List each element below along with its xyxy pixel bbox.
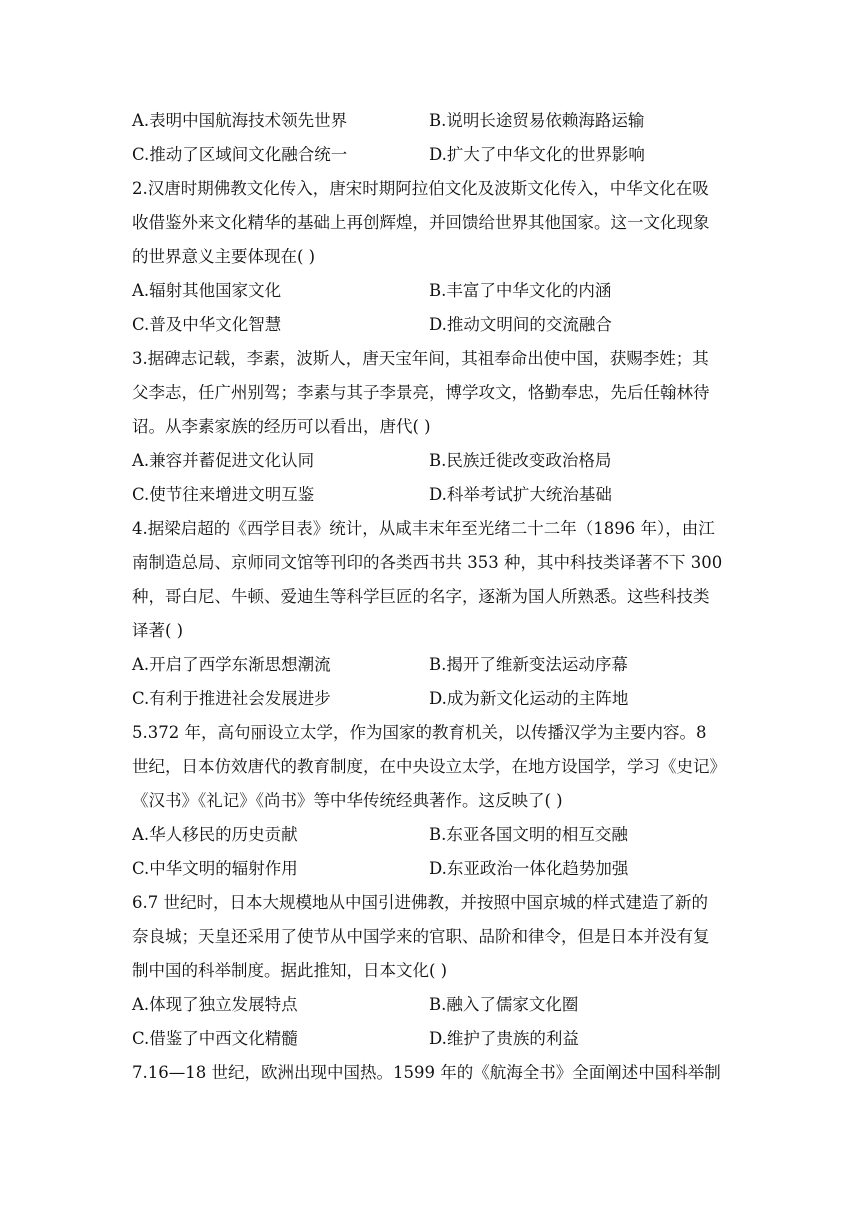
question-stem-line: 译著( ): [132, 621, 184, 640]
question-stem-line: 南制造总局、京师同文馆等刊印的各类西书共 353 种，其中科技类译著不下 300: [132, 553, 723, 572]
option-d: D.成为新文化运动的主阵地: [429, 689, 629, 708]
question-1: [132, 104, 732, 172]
option-c: C.中华文明的辐射作用: [132, 859, 298, 878]
option-c: C.有利于推进社会发展进步: [132, 689, 331, 708]
options-row: [132, 138, 732, 172]
option-b: B.揭开了维新变法运动序幕: [429, 655, 628, 674]
option-b: B.融入了儒家文化圈: [429, 995, 579, 1014]
question-stem-line: 世纪，日本仿效唐代的教育制度，在中央设立太学，在地方设国学，学习《史记》: [132, 757, 726, 776]
question-5: [132, 716, 732, 886]
options-row: [132, 682, 732, 716]
option-d: D.科举考试扩大统治基础: [429, 485, 612, 504]
question-2: [132, 172, 732, 342]
options-row: [132, 478, 732, 512]
question-stem-line: 奈良城；天皇还采用了使节从中国学来的官职、品阶和律令，但是日本并没有复: [132, 927, 710, 946]
options-row: [132, 988, 732, 1022]
question-stem-line: 的世界意义主要体现在( ): [132, 247, 316, 266]
document-page: [132, 104, 732, 1090]
option-a: A.开启了西学东渐思想潮流: [132, 655, 331, 674]
option-b: B.说明长途贸易依赖海路运输: [429, 111, 645, 130]
option-a: A.体现了独立发展特点: [132, 995, 298, 1014]
question-stem-line: 诏。从李素家族的经历可以看出，唐代( ): [132, 417, 431, 436]
question-stem-line: 《汉书》《礼记》《尚书》等中华传统经典著作。这反映了( ): [132, 791, 563, 810]
option-d: D.维护了贵族的利益: [429, 1029, 579, 1048]
question-stem-line: 6.7 世纪时，日本大规模地从中国引进佛教，并按照中国京城的样式建造了新的: [132, 893, 708, 912]
question-stem-line: 3.据碑志记载，李素，波斯人，唐天宝年间，其祖奉命出使中国，获赐李姓；其: [132, 349, 709, 368]
option-a: A.辐射其他国家文化: [132, 281, 282, 300]
options-row: [132, 308, 732, 342]
option-c: C.借鉴了中西文化精髓: [132, 1029, 298, 1048]
question-stem-line: 7.16—18 世纪，欧洲出现中国热。1599 年的《航海全书》全面阐述中国科举制: [132, 1063, 721, 1082]
options-row: [132, 104, 732, 138]
option-c: C.推动了区域间文化融合统一: [132, 145, 348, 164]
options-row: [132, 852, 732, 886]
question-4: [132, 512, 732, 716]
question-stem-line: 收借鉴外来文化精华的基础上再创辉煌，并回馈给世界其他国家。这一文化现象: [132, 213, 710, 232]
question-stem-line: 5.372 年，高句丽设立太学，作为国家的教育机关，以传播汉学为主要内容。8: [132, 723, 707, 742]
question-3: [132, 342, 732, 512]
question-7: [132, 1056, 732, 1090]
option-a: A.兼容并蓄促进文化认同: [132, 451, 315, 470]
question-stem-line: 2.汉唐时期佛教文化传入，唐宋时期阿拉伯文化及波斯文化传入，中华文化在吸: [132, 179, 709, 198]
question-6: [132, 886, 732, 1056]
options-row: [132, 274, 732, 308]
option-a: A.华人移民的历史贡献: [132, 825, 298, 844]
option-d: D.推动文明间的交流融合: [429, 315, 612, 334]
options-row: [132, 444, 732, 478]
options-row: [132, 818, 732, 852]
options-row: [132, 1022, 732, 1056]
option-c: C.普及中华文化智慧: [132, 315, 282, 334]
option-d: D.东亚政治一体化趋势加强: [429, 859, 629, 878]
option-c: C.使节往来增进文明互鉴: [132, 485, 315, 504]
question-stem-line: 制中国的科举制度。据此推知，日本文化( ): [132, 961, 448, 980]
option-b: B.东亚各国文明的相互交融: [429, 825, 628, 844]
option-b: B.民族迁徙改变政治格局: [429, 451, 612, 470]
options-row: [132, 648, 732, 682]
option-d: D.扩大了中华文化的世界影响: [429, 145, 645, 164]
option-b: B.丰富了中华文化的内涵: [429, 281, 612, 300]
question-stem-line: 4.据梁启超的《西学目表》统计，从咸丰末年至光绪二十二年（1896 年），由江: [132, 519, 715, 538]
question-stem-line: 种，哥白尼、牛顿、爱迪生等科学巨匠的名字，逐渐为国人所熟悉。这些科技类: [132, 587, 710, 606]
question-stem-line: 父李志，任广州别驾；李素与其子李景亮，博学攻文，恪勤奉忠，先后任翰林待: [132, 383, 710, 402]
option-a: A.表明中国航海技术领先世界: [132, 111, 348, 130]
